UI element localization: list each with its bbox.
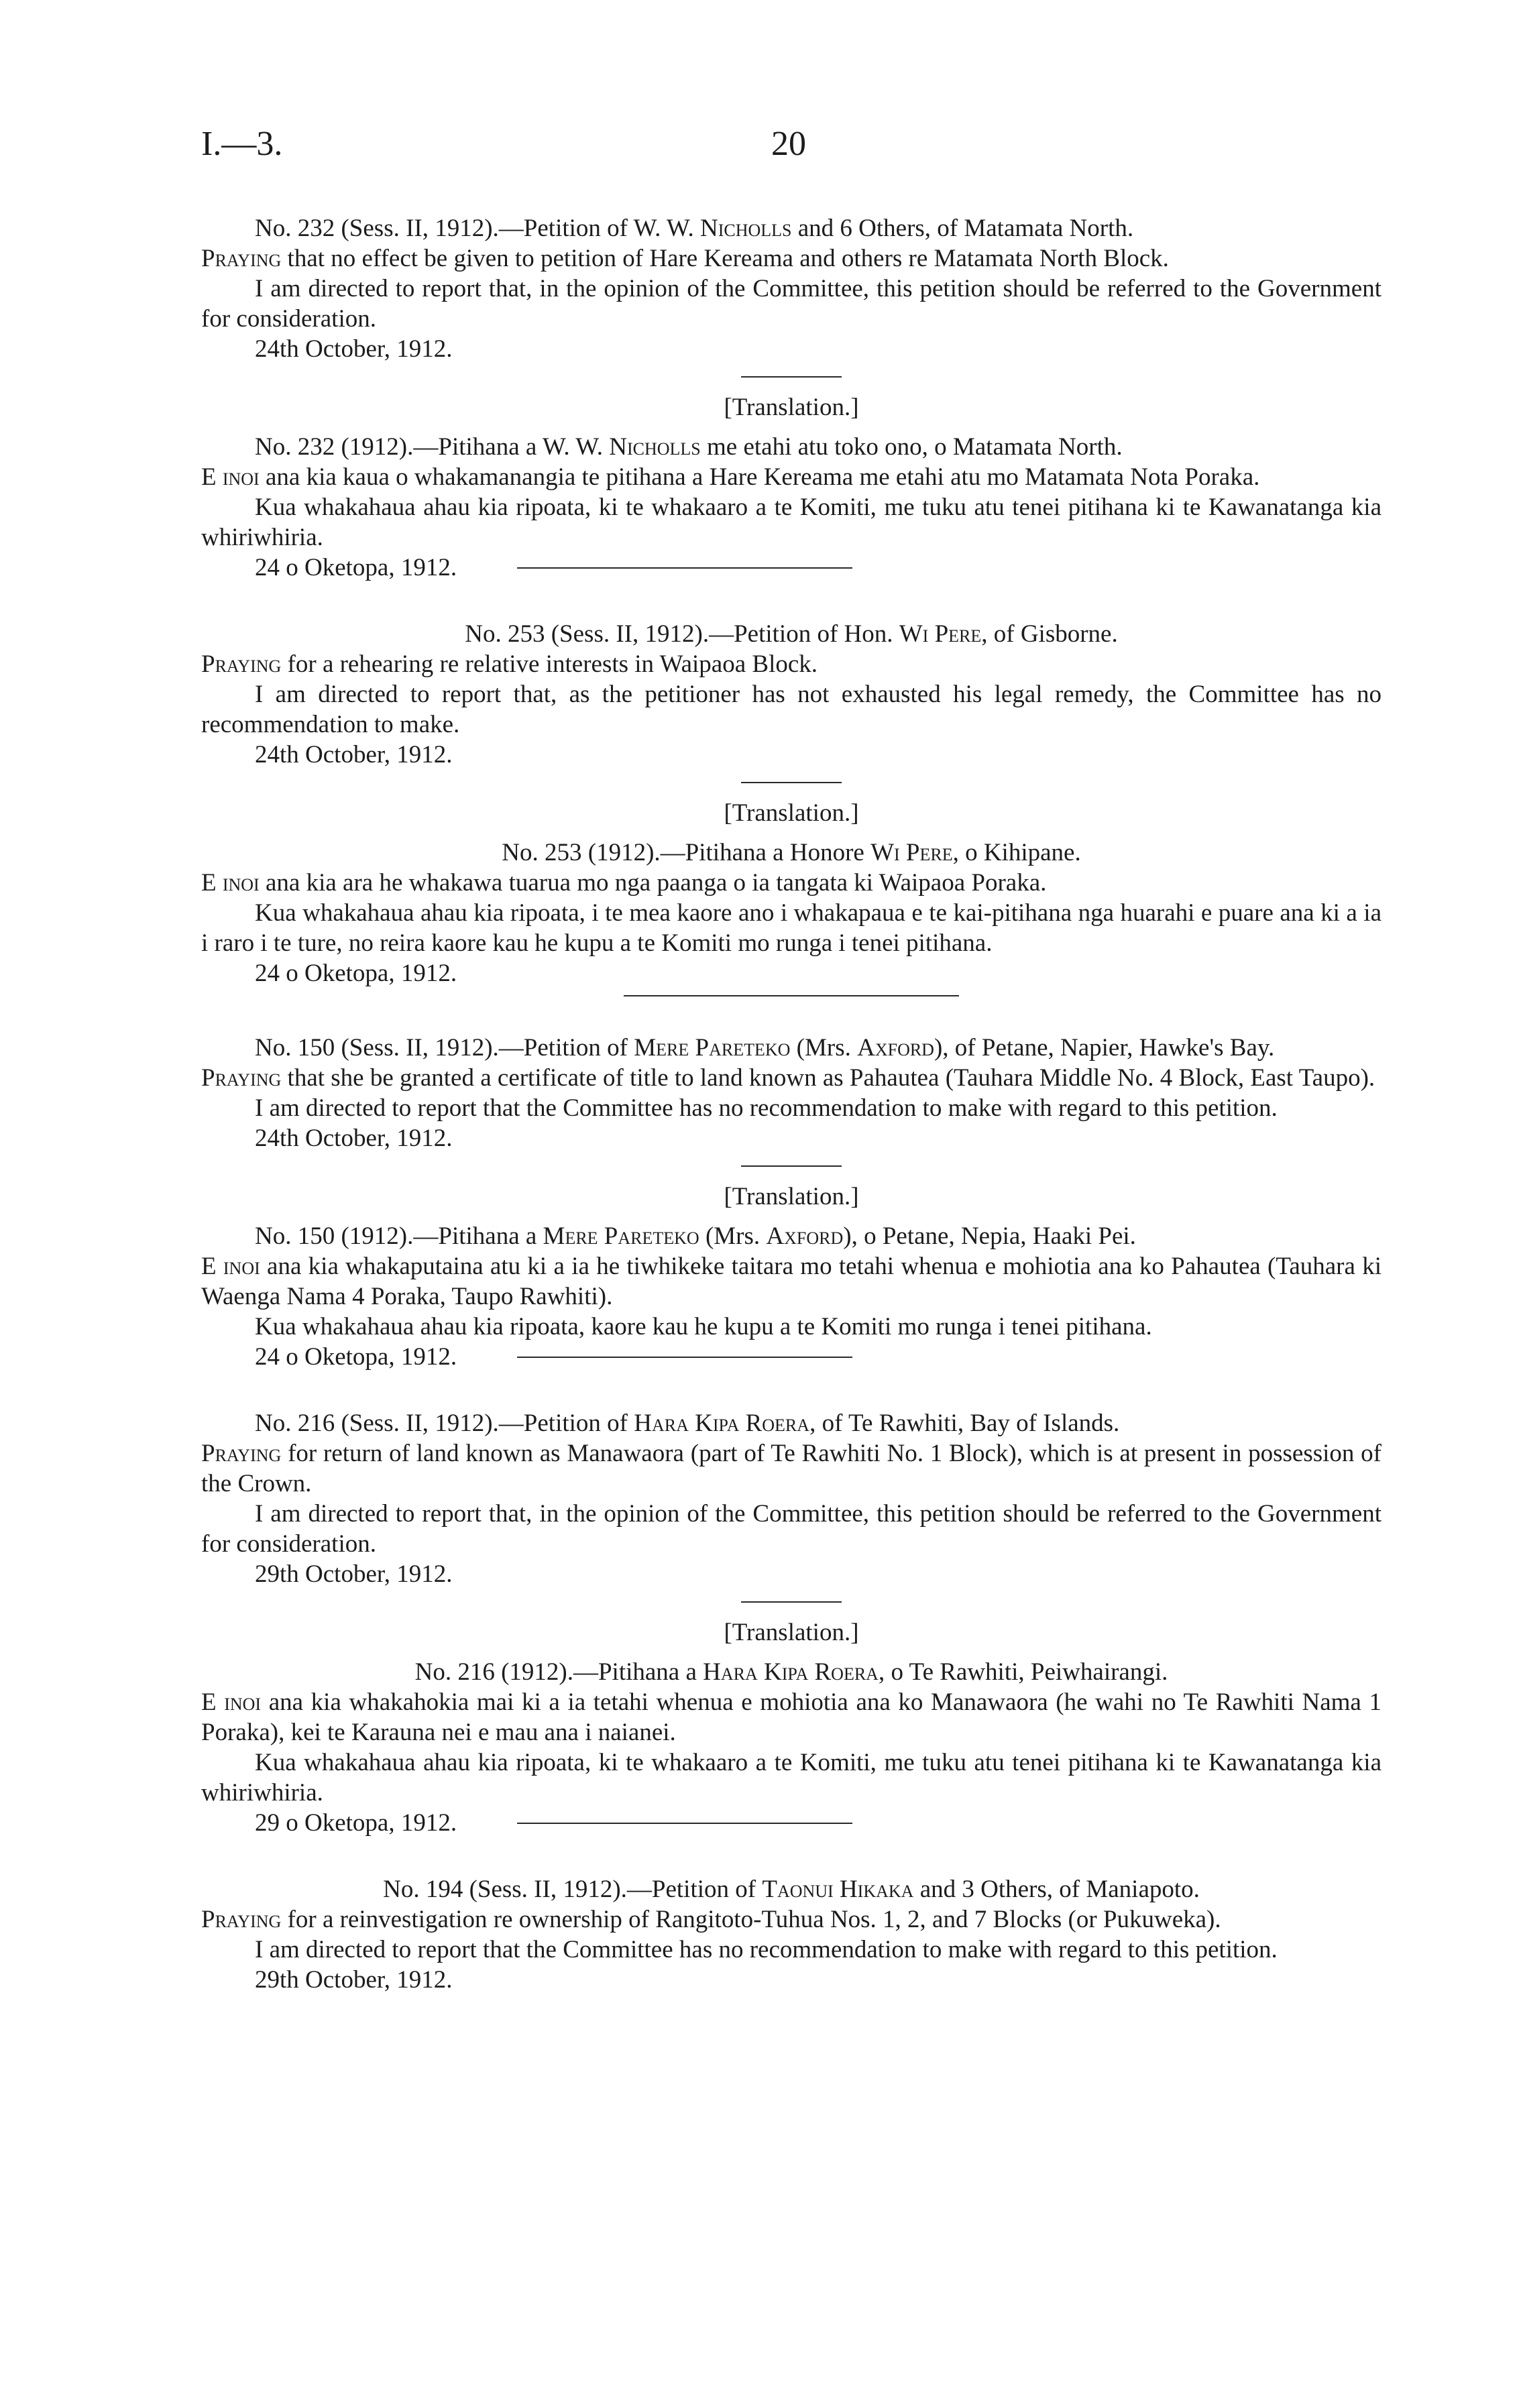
inoi-paragraph: E inoi ana kia whakahokia mai ki a ia tetahi whenua e mohiotia ana ko Manawaora (he wahi no Te Rawhiti Nama 1 Poraka), kei te Karauna nei e mau ana i naianei. [201, 1688, 1382, 1746]
divider [517, 1357, 852, 1358]
petition-title: No. 253 (Sess. II, 1912).—Petition of Hon. Wi Pere, of Gisborne. [465, 620, 1118, 648]
translation-title: No. 150 (1912).—Pitihana a Mere Pareteko (Mrs. Axford), o Petane, Nepia, Haaki Pei. [255, 1222, 1136, 1250]
translation-title: No. 216 (1912).—Pitihana a Hara Kipa Roera, o Te Rawhiti, Peiwhairangi. [414, 1658, 1168, 1686]
petition-entry-194 [201, 1874, 1382, 1995]
divider [741, 782, 842, 783]
translation-report: Kua whakahaua ahau kia ripoata, ki te whakaaro a te Komiti, me tuku atu tenei pitihana ki te Kawanatanga kia whiriwhiria. [201, 1749, 1382, 1807]
report-paragraph: I am directed to report that, in the opinion of the Committee, this petition should be referred to the Government for consideration. [201, 1500, 1382, 1558]
report-paragraph: I am directed to report that, as the petitioner has not exhausted his legal remedy, the Committee has no recommendation to make. [201, 681, 1382, 738]
report-date: 24th October, 1912. [255, 741, 453, 768]
divider [517, 1823, 852, 1824]
petition-title: No. 194 (Sess. II, 1912).—Petition of Taonui Hikaka and 3 Others, of Maniapoto. [383, 1876, 1200, 1903]
translation-label: [Translation.] [724, 799, 859, 827]
inoi-paragraph: E inoi ana kia kaua o whakamanangia te pitihana a Hare Kereama me etahi atu mo Matamata Nota Poraka. [201, 463, 1260, 491]
report-date: 29th October, 1912. [255, 1966, 453, 1994]
petition-title: No. 232 (Sess. II, 1912).—Petition of W. W. Nicholls and 6 Others, of Matamata North. [255, 215, 1134, 242]
report-date: 29th October, 1912. [255, 1560, 453, 1588]
petition-entry-150 [201, 1033, 1382, 1372]
petition-title: No. 216 (Sess. II, 1912).—Petition of Hara Kipa Roera, of Te Rawhiti, Bay of Islands. [255, 1410, 1120, 1437]
report-date: 24th October, 1912. [255, 335, 453, 363]
page-header-ref: I.—3. [201, 125, 283, 163]
inoi-paragraph: E inoi ana kia ara he whakawa tuarua mo nga paanga o ia tangata ki Waipaoa Poraka. [201, 869, 1047, 897]
report-date: 24th October, 1912. [255, 1125, 453, 1152]
praying-paragraph: Praying for a rehearing re relative interests in Waipaoa Block. [201, 650, 818, 678]
petition-entry-253 [201, 619, 1382, 996]
praying-paragraph: Praying for return of land known as Manawaora (part of Te Rawhiti No. 1 Block), which is at present in possession of the Crown. [201, 1440, 1382, 1497]
translation-report: Kua whakahaua ahau kia ripoata, kaore kau he kupu a te Komiti mo runga i tenei pitihana. [255, 1313, 1152, 1340]
translation-date: 29 o Oketopa, 1912. [255, 1809, 457, 1837]
translation-date: 24 o Oketopa, 1912. [255, 1343, 457, 1371]
praying-paragraph: Praying that she be granted a certificate of title to land known as Pahautea (Tauhara Middle No. 4 Block, East Taupo). [201, 1064, 1375, 1092]
inoi-paragraph: E inoi ana kia whakaputaina atu ki a ia he tiwhikeke taitara mo tetahi whenua e mohiotia ana ko Pahautea (Tauhara ki Waenga Nama 4 Poraka, Taupo Rawhiti). [201, 1253, 1382, 1310]
translation-label: [Translation.] [724, 1183, 859, 1210]
translation-label: [Translation.] [724, 394, 859, 421]
translation-report: Kua whakahaua ahau kia ripoata, ki te whakaaro a te Komiti, me tuku atu tenei pitihana ki te Kawanatanga kia whiriwhiria. [201, 494, 1382, 551]
document-body [201, 213, 1382, 2008]
report-paragraph: I am directed to report that, in the opinion of the Committee, this petition should be referred to the Government for consideration. [201, 275, 1382, 333]
report-paragraph: I am directed to report that the Committee has no recommendation to make with regard to this petition. [255, 1936, 1278, 1963]
divider [741, 1165, 842, 1167]
praying-paragraph: Praying for a reinvestigation re ownership of Rangitoto-Tuhua Nos. 1, 2, and 7 Blocks (or Pukuweka). [201, 1906, 1221, 1933]
translation-label: [Translation.] [724, 1619, 859, 1646]
page-number: 20 [771, 125, 806, 163]
petition-title: No. 150 (Sess. II, 1912).—Petition of Mere Pareteko (Mrs. Axford), of Petane, Napier, Hawke's Bay. [255, 1034, 1275, 1062]
translation-report: Kua whakahaua ahau kia ripoata, i te mea kaore ano i whakapaua e te kai-pitihana nga huarahi e puare ana ki a ia i raro i te ture, no reira kaore kau he kupu a te Komiti mo runga i tenei pitihana. [201, 899, 1382, 957]
translation-title: No. 253 (1912).—Pitihana a Honore Wi Pere, o Kihipane. [502, 839, 1081, 866]
divider [741, 376, 842, 378]
report-paragraph: I am directed to report that the Committee has no recommendation to make with regard to this petition. [255, 1094, 1278, 1122]
petition-entry-232 [201, 213, 1382, 583]
translation-date: 24 o Oketopa, 1912. [255, 960, 457, 987]
divider [517, 567, 852, 569]
divider [624, 995, 959, 996]
translation-title: No. 232 (1912).—Pitihana a W. W. Nicholls me etahi atu toko ono, o Matamata North. [255, 433, 1123, 461]
divider [741, 1601, 842, 1603]
translation-date: 24 o Oketopa, 1912. [255, 554, 457, 581]
petition-entry-216 [201, 1408, 1382, 1838]
praying-paragraph: Praying that no effect be given to petition of Hare Kereama and others re Matamata North Block. [201, 245, 1169, 272]
